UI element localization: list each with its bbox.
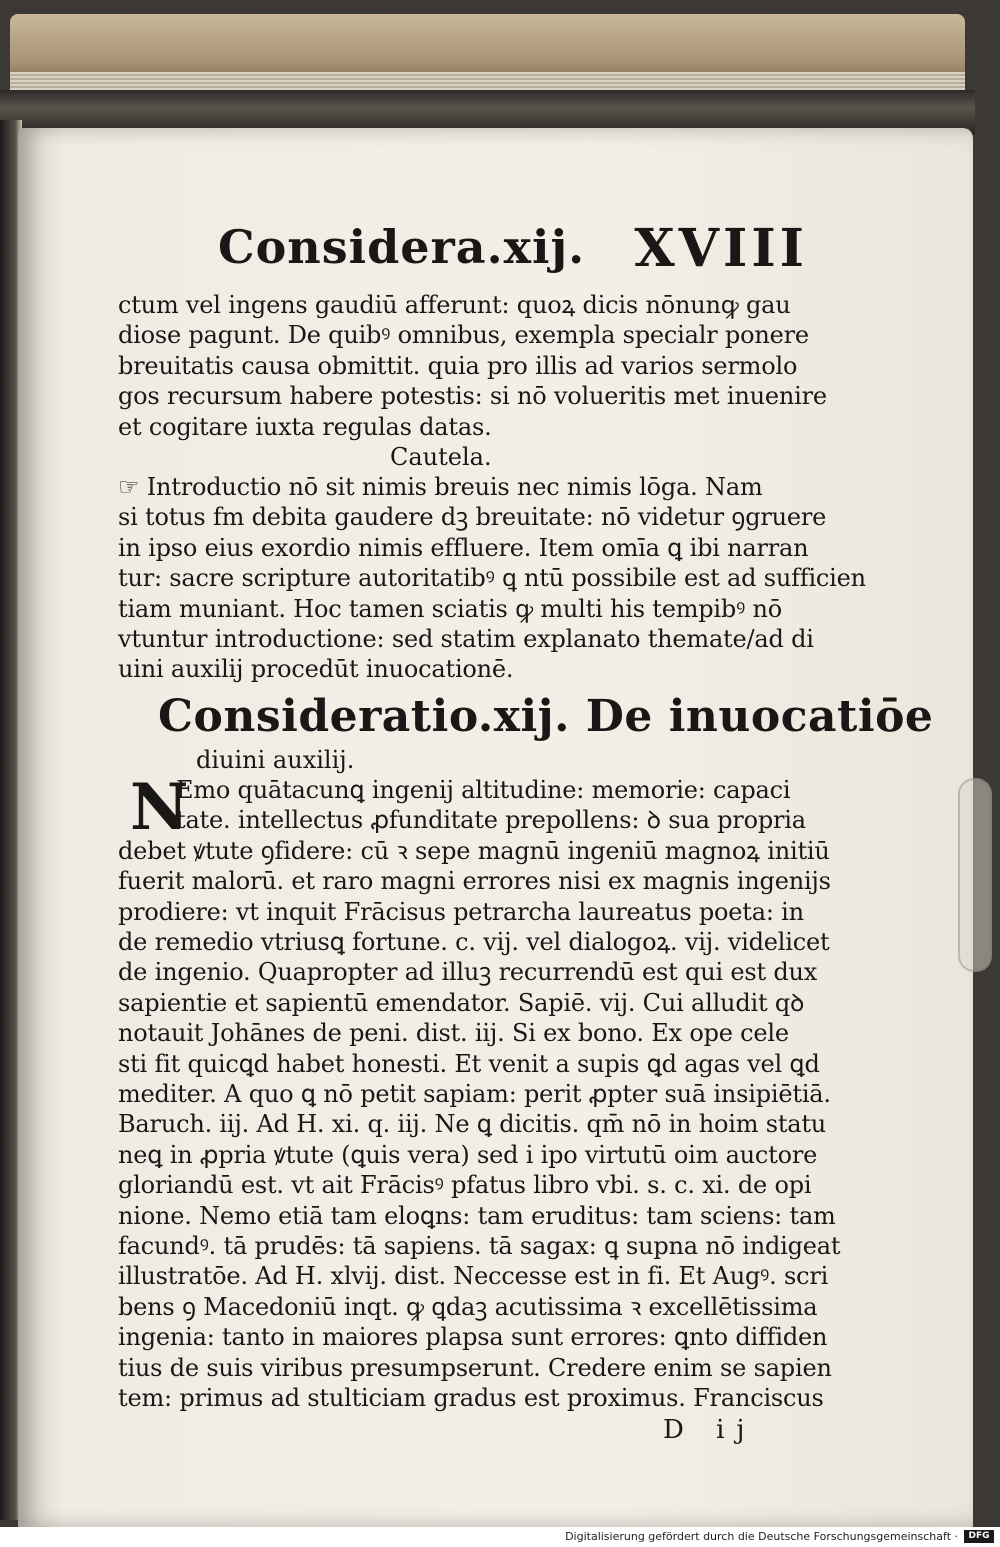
text-line: gloriandū est. vt ait Frācisꝰ pfatus libro vbi. s. c. xi. de opi [118, 1171, 812, 1200]
text-line: ctum vel ingens gaudiū afferunt: quoꝝ dicis nōnunꝙ gau [118, 291, 791, 319]
text-line: neꝗ in ꝓpria ꝟtute (ꝗuis vera) sed i ipo virtutū oim auctore [118, 1140, 818, 1169]
text-line: in ipso eius exordio nimis effluere. Item omīa ꝗ ibi narran [118, 533, 809, 562]
text-line: fuerit malorū. et raro magni errores nisi ex magnis ingenijs [118, 867, 831, 896]
paragraph-block-2 [118, 472, 866, 685]
folio-number: XVIII [634, 218, 808, 279]
text-line: diose pagunt. De quibꝰ omnibus, exempla specialr ponere [118, 321, 809, 350]
show-through-mark [958, 778, 992, 972]
running-head [118, 210, 808, 290]
text-line: sti fit quicꝗd habet honesti. Et venit a supis ꝗd agas vel ꝗd [118, 1049, 820, 1078]
text-line: de ingenio. Quapropter ad illuꝫ recurrendū est qui est dux [118, 958, 818, 987]
text-line: si totus fm debita gaudere dꝫ breuitate: nō videtur ꝯgruere [118, 503, 827, 532]
page-text [118, 210, 934, 1447]
text-line: debet ꝟtute ꝯfidere: cū ꝛ sepe magnū ingeniū magnoꝝ initiū [118, 836, 830, 865]
text-line: sapientie et sapientū emendator. Sapiē. vij. Cui alludit qꝺ [118, 988, 805, 1017]
paragraph-block-3 [118, 769, 841, 1414]
text-line: tur: sacre scripture autoritatibꝰ ꝗ ntū possibile est ad sufficien [118, 564, 866, 593]
text-line: facundꝰ. tā prudēs: tā sapiens. tā sagax: ꝗ supna nō indigeat [118, 1231, 841, 1260]
text-line: tate. intellectus ꝓfunditate prepollens: ꝺ sua propria [176, 806, 806, 835]
running-head-title: Considera.xij. [218, 220, 586, 274]
text-line: vtuntur introductione: sed statim explanato themate/ad di [118, 625, 814, 654]
chapter-heading: Consideratio.xij. De inuocatiōe [158, 690, 934, 742]
chapter-subtitle: diuini auxilij. [196, 745, 355, 774]
text-line: mediter. A quo ꝗ nō petit sapiam: perit ꝓpter suā insipiētiā. [118, 1079, 831, 1108]
text-line: bens ꝯ Macedoniū inqt. ꝙ ꝗdaꝫ acutissima ꝛ excellētissima [118, 1292, 818, 1321]
text-line: notauit Johānes de peni. dist. iij. Si ex bono. Ex ope cele [118, 1019, 789, 1048]
text-line: tiam muniant. Hoc tamen sciatis ꝙ multi his tempibꝰ nō [118, 594, 782, 623]
text-line: ☞ Introductio nō sit nimis breuis nec nimis lōga. Nam [118, 473, 763, 502]
text-line: Baruch. iij. Ad H. xi. q. iij. Ne ꝗ dicitis. qm̄ nō in hoim statu [118, 1110, 827, 1139]
book-top-edge [10, 14, 965, 94]
section-subheading: Cautela. [390, 443, 492, 472]
text-line: tius de suis viribus presumpserunt. Credere enim se sapien [118, 1353, 832, 1382]
text-line: Emo quātacunꝗ ingenij altitudine: memorie: capaci [176, 775, 791, 804]
text-line: uini auxilij procedūt inuocationē. [118, 655, 514, 684]
drop-capital: N [130, 769, 189, 845]
text-line: ingenia: tanto in maiores plapsa sunt errores: ꝗnto diffiden [118, 1323, 828, 1352]
text-line: et cogitare iuxta regulas datas. [118, 412, 492, 441]
text-line: illustratōe. Ad H. xlvij. dist. Neccesse est in fi. Et Augꝰ. scri [118, 1262, 829, 1291]
paragraph-block-1 [118, 290, 827, 442]
text-line: de remedio vtriusꝗ fortune. c. vij. vel dialogoꝝ. vij. videlicet [118, 927, 830, 956]
dfg-logo: DFG [964, 1530, 994, 1543]
funding-credit: Digitalisierung gefördert durch die Deutsche Forschungsgemeinschaft · [565, 1530, 958, 1543]
text-line: prodiere: vt inquit Frācisus petrarcha laureatus poeta: in [118, 897, 804, 926]
text-line: breuitatis causa obmittit. quia pro illis ad varios sermolo [118, 351, 798, 380]
text-line: tem: primus ad stulticiam gradus est proximus. Franciscus [118, 1384, 824, 1412]
text-line: gos recursum habere potestis: si nō volueritis met inuenire [118, 382, 827, 411]
text-line: nione. Nemo etiā tam eloꝗns: tam eruditus: tam sciens: tam [118, 1201, 836, 1230]
signature-mark: D ij [663, 1415, 757, 1446]
footer-bar [0, 1527, 1000, 1547]
